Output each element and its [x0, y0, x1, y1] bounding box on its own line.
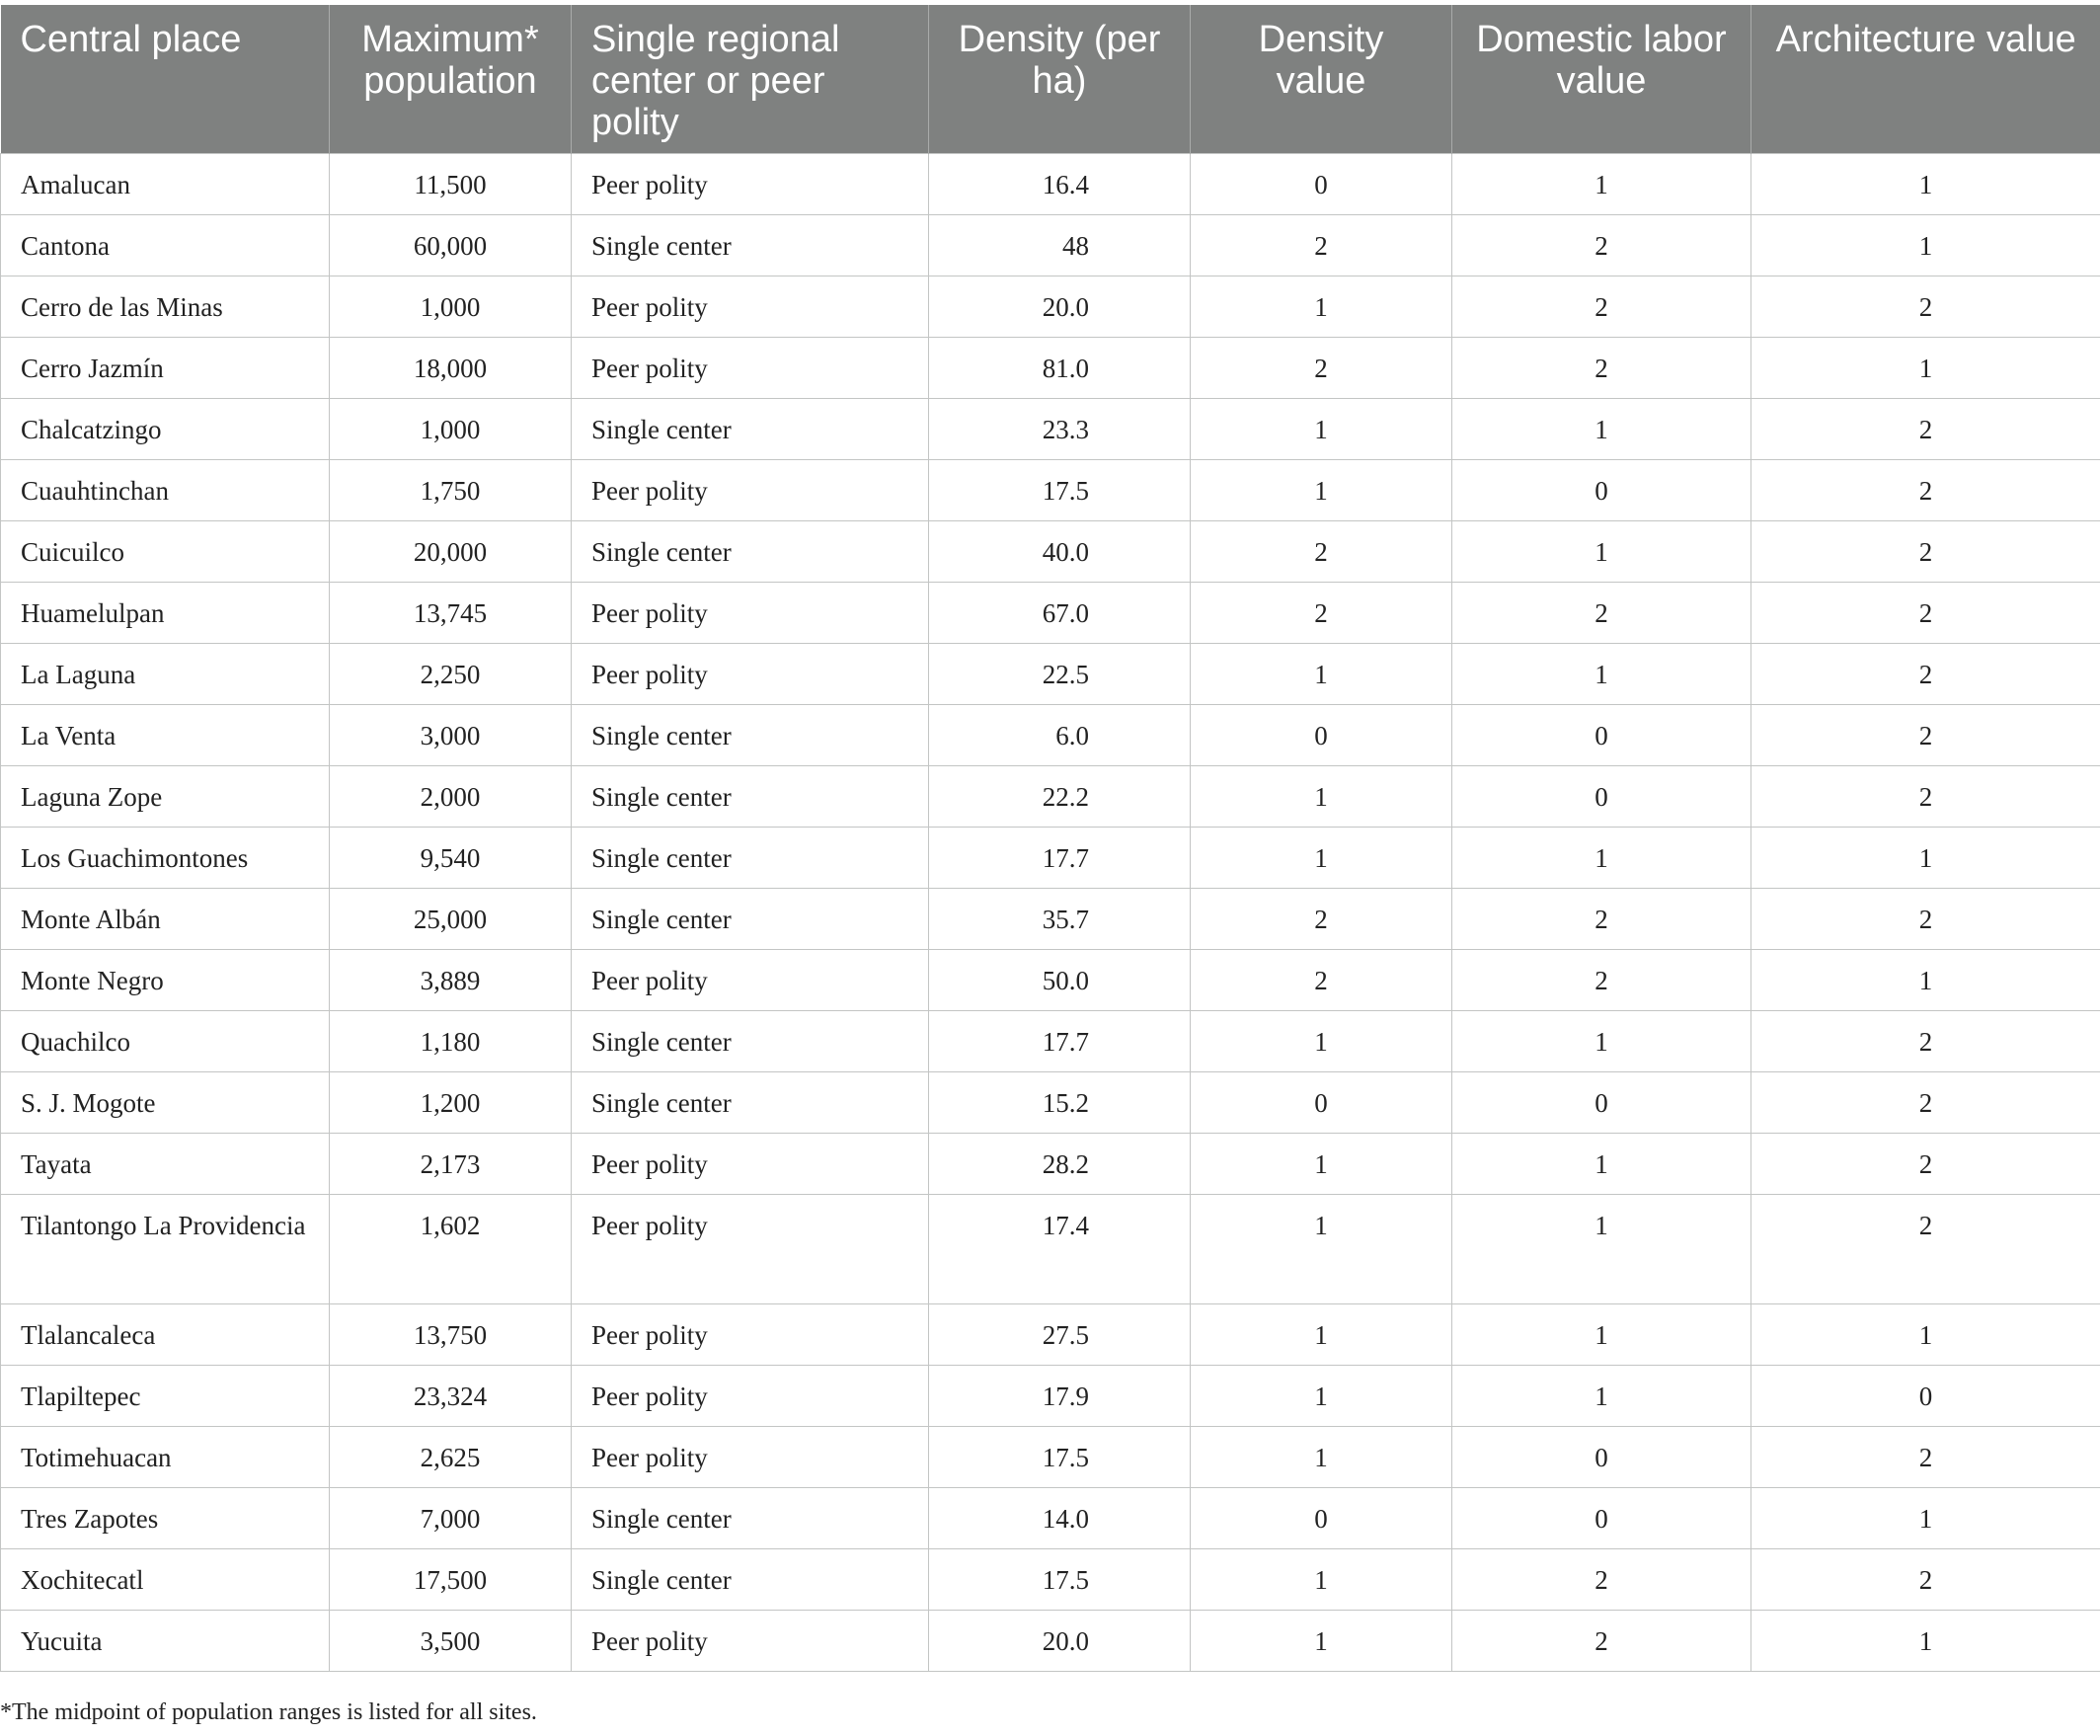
cell-density	[929, 889, 1191, 950]
cell-center-type: Peer polity	[572, 1195, 929, 1304]
cell-central-place: Tlalancaleca	[1, 1304, 330, 1366]
cell-density-value: 0	[1191, 1072, 1452, 1134]
cell-center-type: Peer polity	[572, 583, 929, 644]
cell-density-text: 28.2	[1042, 1149, 1089, 1179]
cell-central-place: Cerro Jazmín	[1, 338, 330, 399]
table-row	[1, 828, 2100, 889]
cell-density-text: 50.0	[1042, 966, 1089, 995]
cell-density	[929, 766, 1191, 828]
cell-central-place: Monte Albán	[1, 889, 330, 950]
cell-maximum-population: 2,625	[330, 1427, 572, 1488]
cell-density	[929, 1011, 1191, 1072]
cell-density-value: 1	[1191, 1011, 1452, 1072]
cell-density-value: 2	[1191, 950, 1452, 1011]
cell-density	[929, 460, 1191, 521]
cell-center-type: Single center	[572, 705, 929, 766]
cell-density	[929, 399, 1191, 460]
cell-density-value: 1	[1191, 828, 1452, 889]
cell-domestic-labor-value: 1	[1452, 521, 1751, 583]
cell-density	[929, 583, 1191, 644]
cell-maximum-population: 9,540	[330, 828, 572, 889]
cell-density	[929, 644, 1191, 705]
cell-maximum-population: 60,000	[330, 215, 572, 276]
cell-central-place: Laguna Zope	[1, 766, 330, 828]
table-row	[1, 399, 2100, 460]
cell-density-text: 17.5	[1042, 476, 1089, 506]
cell-central-place: Totimehuacan	[1, 1427, 330, 1488]
cell-central-place: Cerro de las Minas	[1, 276, 330, 338]
cell-architecture-value: 2	[1751, 1549, 2100, 1611]
cell-architecture-value: 2	[1751, 460, 2100, 521]
cell-domestic-labor-value: 1	[1452, 1134, 1751, 1195]
table-row	[1, 154, 2100, 215]
cell-density-value: 1	[1191, 766, 1452, 828]
table-row	[1, 705, 2100, 766]
cell-center-type: Peer polity	[572, 1304, 929, 1366]
cell-central-place: S. J. Mogote	[1, 1072, 330, 1134]
cell-central-place: Yucuita	[1, 1611, 330, 1672]
cell-domestic-labor-value: 1	[1452, 1304, 1751, 1366]
cell-central-place: Chalcatzingo	[1, 399, 330, 460]
cell-density-value: 1	[1191, 1427, 1452, 1488]
cell-center-type: Peer polity	[572, 644, 929, 705]
cell-maximum-population: 2,000	[330, 766, 572, 828]
cell-central-place: Los Guachimontones	[1, 828, 330, 889]
cell-density-text: 20.0	[1042, 1626, 1089, 1656]
table-row	[1, 644, 2100, 705]
cell-domestic-labor-value: 1	[1452, 1195, 1751, 1304]
table-row	[1, 1427, 2100, 1488]
cell-density	[929, 276, 1191, 338]
cell-domestic-labor-value: 1	[1452, 644, 1751, 705]
cell-density-text: 17.5	[1042, 1443, 1089, 1472]
cell-architecture-value: 1	[1751, 154, 2100, 215]
cell-central-place: Tayata	[1, 1134, 330, 1195]
cell-architecture-value: 2	[1751, 1134, 2100, 1195]
cell-density-value: 1	[1191, 1134, 1452, 1195]
cell-domestic-labor-value: 2	[1452, 215, 1751, 276]
table-row	[1, 1488, 2100, 1549]
cell-density-text: 67.0	[1042, 598, 1089, 628]
cell-density-value: 1	[1191, 1195, 1452, 1304]
cell-density	[929, 1611, 1191, 1672]
cell-maximum-population: 1,180	[330, 1011, 572, 1072]
cell-center-type: Single center	[572, 1488, 929, 1549]
cell-density-value: 1	[1191, 1304, 1452, 1366]
cell-density	[929, 1366, 1191, 1427]
cell-maximum-population: 3,889	[330, 950, 572, 1011]
table-row	[1, 889, 2100, 950]
cell-density	[929, 338, 1191, 399]
cell-maximum-population: 1,602	[330, 1195, 572, 1304]
cell-center-type: Single center	[572, 1072, 929, 1134]
cell-architecture-value: 2	[1751, 583, 2100, 644]
cell-density-value: 1	[1191, 1366, 1452, 1427]
cell-density-text: 17.9	[1042, 1381, 1089, 1411]
table-row	[1, 1366, 2100, 1427]
cell-architecture-value: 1	[1751, 828, 2100, 889]
cell-architecture-value: 1	[1751, 215, 2100, 276]
cell-center-type: Peer polity	[572, 1134, 929, 1195]
cell-domestic-labor-value: 0	[1452, 460, 1751, 521]
cell-architecture-value: 2	[1751, 1072, 2100, 1134]
cell-domestic-labor-value: 0	[1452, 1488, 1751, 1549]
cell-domestic-labor-value: 2	[1452, 1549, 1751, 1611]
cell-center-type: Peer polity	[572, 950, 929, 1011]
cell-maximum-population: 25,000	[330, 889, 572, 950]
table-header-row	[1, 5, 2100, 154]
cell-density-value: 1	[1191, 276, 1452, 338]
cell-density	[929, 705, 1191, 766]
cell-density-value: 1	[1191, 1611, 1452, 1672]
cell-domestic-labor-value: 2	[1452, 583, 1751, 644]
cell-architecture-value: 2	[1751, 1195, 2100, 1304]
cell-architecture-value: 1	[1751, 1304, 2100, 1366]
cell-central-place: Xochitecatl	[1, 1549, 330, 1611]
cell-domestic-labor-value: 2	[1452, 950, 1751, 1011]
cell-architecture-value: 1	[1751, 338, 2100, 399]
cell-center-type: Single center	[572, 521, 929, 583]
cell-central-place: Cuicuilco	[1, 521, 330, 583]
cell-center-type: Single center	[572, 215, 929, 276]
cell-maximum-population: 1,000	[330, 276, 572, 338]
cell-maximum-population: 18,000	[330, 338, 572, 399]
table-row	[1, 276, 2100, 338]
cell-center-type: Single center	[572, 828, 929, 889]
cell-architecture-value: 2	[1751, 399, 2100, 460]
cell-maximum-population: 1,200	[330, 1072, 572, 1134]
cell-center-type: Single center	[572, 399, 929, 460]
table-row	[1, 338, 2100, 399]
cell-density-value: 2	[1191, 583, 1452, 644]
table-row	[1, 1011, 2100, 1072]
cell-center-type: Peer polity	[572, 1427, 929, 1488]
cell-center-type: Peer polity	[572, 276, 929, 338]
cell-maximum-population: 13,745	[330, 583, 572, 644]
cell-domestic-labor-value: 1	[1452, 154, 1751, 215]
cell-density-text: 35.7	[1042, 905, 1089, 934]
cell-center-type: Peer polity	[572, 1611, 929, 1672]
cell-domestic-labor-value: 1	[1452, 399, 1751, 460]
cell-maximum-population: 13,750	[330, 1304, 572, 1366]
cell-density-text: 15.2	[1042, 1088, 1089, 1118]
header-maximum-population: Maximum* population	[330, 5, 572, 154]
cell-density-text: 48	[1062, 231, 1089, 261]
table-footnote: *The midpoint of population ranges is listed for all sites.	[0, 1699, 537, 1725]
cell-central-place: Amalucan	[1, 154, 330, 215]
cell-maximum-population: 2,250	[330, 644, 572, 705]
cell-density-text: 17.4	[1042, 1211, 1089, 1240]
cell-domestic-labor-value: 2	[1452, 889, 1751, 950]
cell-architecture-value: 1	[1751, 950, 2100, 1011]
cell-architecture-value: 2	[1751, 521, 2100, 583]
cell-central-place: Cuauhtinchan	[1, 460, 330, 521]
cell-central-place: Quachilco	[1, 1011, 330, 1072]
cell-density-text: 81.0	[1042, 354, 1089, 383]
cell-maximum-population: 3,500	[330, 1611, 572, 1672]
table-row	[1, 766, 2100, 828]
cell-domestic-labor-value: 2	[1452, 338, 1751, 399]
table-row	[1, 521, 2100, 583]
table-row	[1, 1072, 2100, 1134]
cell-central-place: Tlapiltepec	[1, 1366, 330, 1427]
data-table-container	[0, 5, 2100, 1672]
cell-maximum-population: 2,173	[330, 1134, 572, 1195]
table-row	[1, 460, 2100, 521]
cell-domestic-labor-value: 2	[1452, 1611, 1751, 1672]
cell-architecture-value: 2	[1751, 276, 2100, 338]
cell-density-text: 20.0	[1042, 292, 1089, 322]
cell-center-type: Peer polity	[572, 1366, 929, 1427]
table-body	[1, 154, 2100, 1672]
cell-center-type: Peer polity	[572, 338, 929, 399]
cell-center-type: Peer polity	[572, 154, 929, 215]
cell-domestic-labor-value: 1	[1452, 828, 1751, 889]
table-row	[1, 215, 2100, 276]
cell-architecture-value: 2	[1751, 705, 2100, 766]
cell-central-place: Huamelulpan	[1, 583, 330, 644]
cell-architecture-value: 2	[1751, 1011, 2100, 1072]
cell-density-value: 1	[1191, 460, 1452, 521]
cell-maximum-population: 23,324	[330, 1366, 572, 1427]
table-row	[1, 583, 2100, 644]
header-architecture-value: Architecture value	[1751, 5, 2100, 154]
table-row	[1, 950, 2100, 1011]
table-row	[1, 1611, 2100, 1672]
cell-density-text: 22.5	[1042, 660, 1089, 689]
cell-density-text: 17.7	[1042, 1027, 1089, 1057]
cell-center-type: Single center	[572, 1011, 929, 1072]
cell-center-type: Single center	[572, 766, 929, 828]
cell-architecture-value: 2	[1751, 766, 2100, 828]
cell-density	[929, 1427, 1191, 1488]
cell-domestic-labor-value: 2	[1452, 276, 1751, 338]
central-places-table	[0, 5, 2100, 1672]
cell-density	[929, 1134, 1191, 1195]
cell-maximum-population: 7,000	[330, 1488, 572, 1549]
table-row	[1, 1195, 2100, 1304]
cell-density-text: 16.4	[1042, 170, 1089, 199]
cell-architecture-value: 1	[1751, 1611, 2100, 1672]
cell-center-type: Peer polity	[572, 460, 929, 521]
table-row	[1, 1134, 2100, 1195]
cell-density-value: 2	[1191, 215, 1452, 276]
cell-density-text: 23.3	[1042, 415, 1089, 444]
table-row	[1, 1304, 2100, 1366]
cell-density-value: 2	[1191, 889, 1452, 950]
cell-domestic-labor-value: 0	[1452, 766, 1751, 828]
cell-density-text: 17.7	[1042, 843, 1089, 873]
cell-central-place: La Venta	[1, 705, 330, 766]
cell-density	[929, 1304, 1191, 1366]
cell-maximum-population: 17,500	[330, 1549, 572, 1611]
cell-maximum-population: 3,000	[330, 705, 572, 766]
cell-density-text: 17.5	[1042, 1565, 1089, 1595]
cell-central-place: Cantona	[1, 215, 330, 276]
header-center-type: Single regional center or peer polity	[572, 5, 929, 154]
cell-density-value: 0	[1191, 1488, 1452, 1549]
cell-center-type: Single center	[572, 889, 929, 950]
cell-density	[929, 1488, 1191, 1549]
cell-density-text: 27.5	[1042, 1320, 1089, 1350]
cell-density	[929, 1195, 1191, 1304]
cell-density-value: 2	[1191, 521, 1452, 583]
cell-density	[929, 828, 1191, 889]
cell-density	[929, 950, 1191, 1011]
header-density-value: Density value	[1191, 5, 1452, 154]
cell-density-text: 22.2	[1042, 782, 1089, 812]
cell-density-value: 1	[1191, 644, 1452, 705]
cell-architecture-value: 2	[1751, 644, 2100, 705]
cell-maximum-population: 11,500	[330, 154, 572, 215]
cell-center-type: Single center	[572, 1549, 929, 1611]
cell-maximum-population: 1,750	[330, 460, 572, 521]
cell-domestic-labor-value: 0	[1452, 705, 1751, 766]
cell-density-text: 6.0	[1055, 721, 1089, 750]
cell-density-value: 0	[1191, 705, 1452, 766]
cell-density-value: 0	[1191, 154, 1452, 215]
cell-density-value: 1	[1191, 1549, 1452, 1611]
table-row	[1, 1549, 2100, 1611]
cell-density-value: 1	[1191, 399, 1452, 460]
cell-central-place: Tres Zapotes	[1, 1488, 330, 1549]
cell-density	[929, 1072, 1191, 1134]
header-density: Density (per ha)	[929, 5, 1191, 154]
cell-central-place: Monte Negro	[1, 950, 330, 1011]
cell-architecture-value: 0	[1751, 1366, 2100, 1427]
cell-architecture-value: 1	[1751, 1488, 2100, 1549]
cell-domestic-labor-value: 0	[1452, 1072, 1751, 1134]
cell-architecture-value: 2	[1751, 1427, 2100, 1488]
header-central-place: Central place	[1, 5, 330, 154]
cell-domestic-labor-value: 1	[1452, 1011, 1751, 1072]
cell-density	[929, 215, 1191, 276]
cell-maximum-population: 1,000	[330, 399, 572, 460]
cell-density	[929, 1549, 1191, 1611]
cell-density-value: 2	[1191, 338, 1452, 399]
cell-density	[929, 521, 1191, 583]
cell-maximum-population: 20,000	[330, 521, 572, 583]
cell-density-text: 14.0	[1042, 1504, 1089, 1534]
cell-architecture-value: 2	[1751, 889, 2100, 950]
cell-density	[929, 154, 1191, 215]
cell-domestic-labor-value: 1	[1452, 1366, 1751, 1427]
cell-density-text: 40.0	[1042, 537, 1089, 567]
cell-central-place: Tilantongo La Providencia	[1, 1195, 330, 1304]
cell-domestic-labor-value: 0	[1452, 1427, 1751, 1488]
header-domestic-labor-value: Domestic labor value	[1452, 5, 1751, 154]
cell-central-place: La Laguna	[1, 644, 330, 705]
